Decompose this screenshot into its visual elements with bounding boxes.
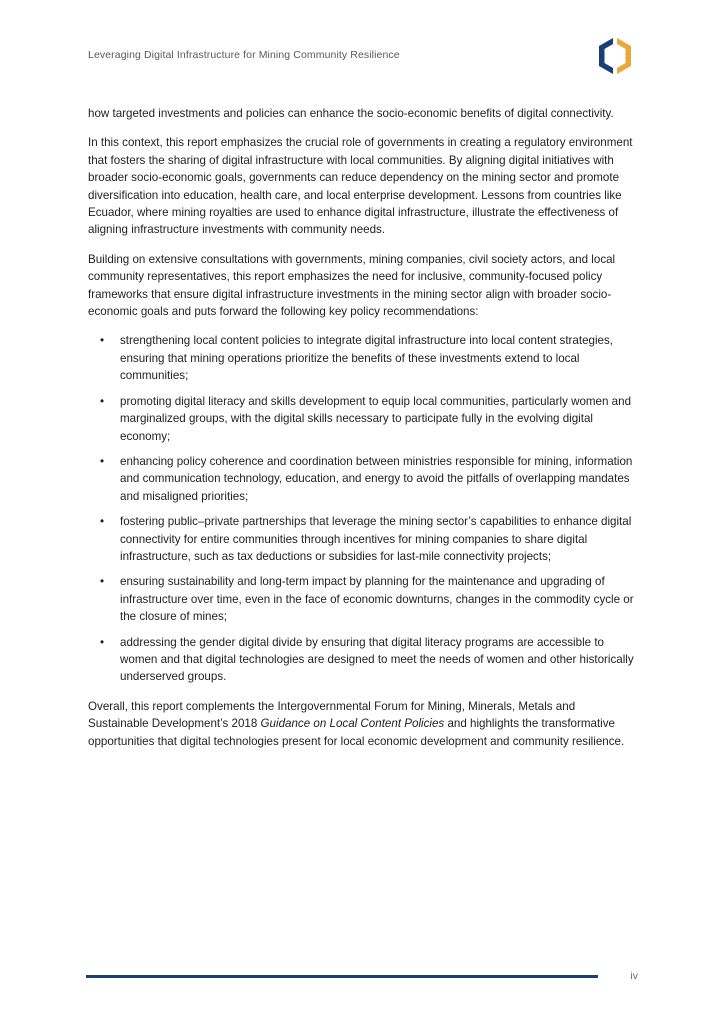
guidance-title-italic: Guidance on Local Content Policies bbox=[260, 717, 445, 731]
page-number: iv bbox=[630, 970, 638, 982]
list-item-text: promoting digital literacy and skills development to equip local communities, particularly women and marginalized groups, with the digital skills necessary to participate fully in the evolving digital economy; bbox=[120, 394, 632, 443]
list-item bbox=[88, 513, 638, 565]
logo-navy-bracket bbox=[599, 38, 613, 74]
closing-text-start: Overall, this report complements the Intergovernmental Forum for Mining, Minerals, Metals and Sustainable Development’s 2018 bbox=[88, 699, 576, 731]
bullet-marker: • bbox=[100, 394, 105, 408]
logo-gold-bracket bbox=[617, 38, 631, 74]
list-item-text: strengthening local content policies to integrate digital infrastructure into local content strategies, ensuring that mining operations prioritize the benefits of these investments extend to local communities; bbox=[120, 334, 614, 383]
list-item-text: ensuring sustainability and long-term impact by planning for the maintenance and upgrading of infrastructure over time, even in the face of economic downturns, changes in the commodity cycle or the closure of mines; bbox=[120, 575, 634, 624]
bullet-marker: • bbox=[100, 575, 105, 589]
bullet-marker: • bbox=[100, 334, 105, 348]
list-item-text: addressing the gender digital divide by ensuring that digital literacy programs are accessible to women and that digital technologies are designed to meet the needs of women and other historically underserved groups. bbox=[120, 635, 634, 684]
list-item bbox=[88, 332, 638, 384]
list-item-text: fostering public–private partnerships that leverage the mining sector’s capabilities to enhance digital connectivity for entire communities through incentives for mining companies to share digital infrastructure, such as tax deductions or subsidies for last-mile connectivity projects; bbox=[120, 515, 632, 563]
bullet-marker: • bbox=[100, 635, 105, 649]
igf-hexagon-logo-icon bbox=[592, 33, 638, 79]
paragraph-government-role: In this context, this report emphasizes the crucial role of governments in creating a regulatory environment that fosters the sharing of digital infrastructure with local communities. By aligning digital initiatives with broader socio-economic goals, governments can reduce dependency on the mining sector and promote diversification into education, health care, and local enterprise development. Lessons from countries like Ecuador, where mining royalties are used to enhance digital infrastructure, illustrate the effectiveness of aligning infrastructure investments with community needs. bbox=[88, 136, 633, 237]
paragraph-consultations: Building on extensive consultations with governments, mining companies, civil society actors, and local community representatives, this report emphasizes the need for inclusive, community-focused policy frameworks that ensure digital infrastructure investments in the mining sector align with broader socio-economic goals and puts forward the following key policy recommendations: bbox=[88, 252, 616, 319]
footer-rule bbox=[86, 975, 598, 978]
bullet-marker: • bbox=[100, 515, 105, 529]
closing-text-end: and highlights the transformative opportunities that digital technologies present for local economic development and community resilience. bbox=[88, 717, 625, 748]
list-item bbox=[88, 634, 638, 686]
running-header-title: Leveraging Digital Infrastructure for Mining Community Resilience bbox=[88, 49, 400, 61]
recommendations-list bbox=[88, 332, 638, 685]
paragraph-intro-continuation: how targeted investments and policies can enhance the socio-economic benefits of digital connectivity. bbox=[88, 107, 614, 120]
bullet-marker: • bbox=[100, 454, 105, 468]
paragraph-closing bbox=[88, 698, 638, 750]
list-item-text: enhancing policy coherence and coordination between ministries responsible for mining, information and communication technology, education, and energy to avoid the pitfalls of overlapping mandates and misaligned priorities; bbox=[120, 454, 633, 503]
list-item bbox=[88, 393, 638, 445]
main-content bbox=[88, 105, 638, 762]
list-item bbox=[88, 453, 638, 505]
list-item bbox=[88, 573, 638, 625]
